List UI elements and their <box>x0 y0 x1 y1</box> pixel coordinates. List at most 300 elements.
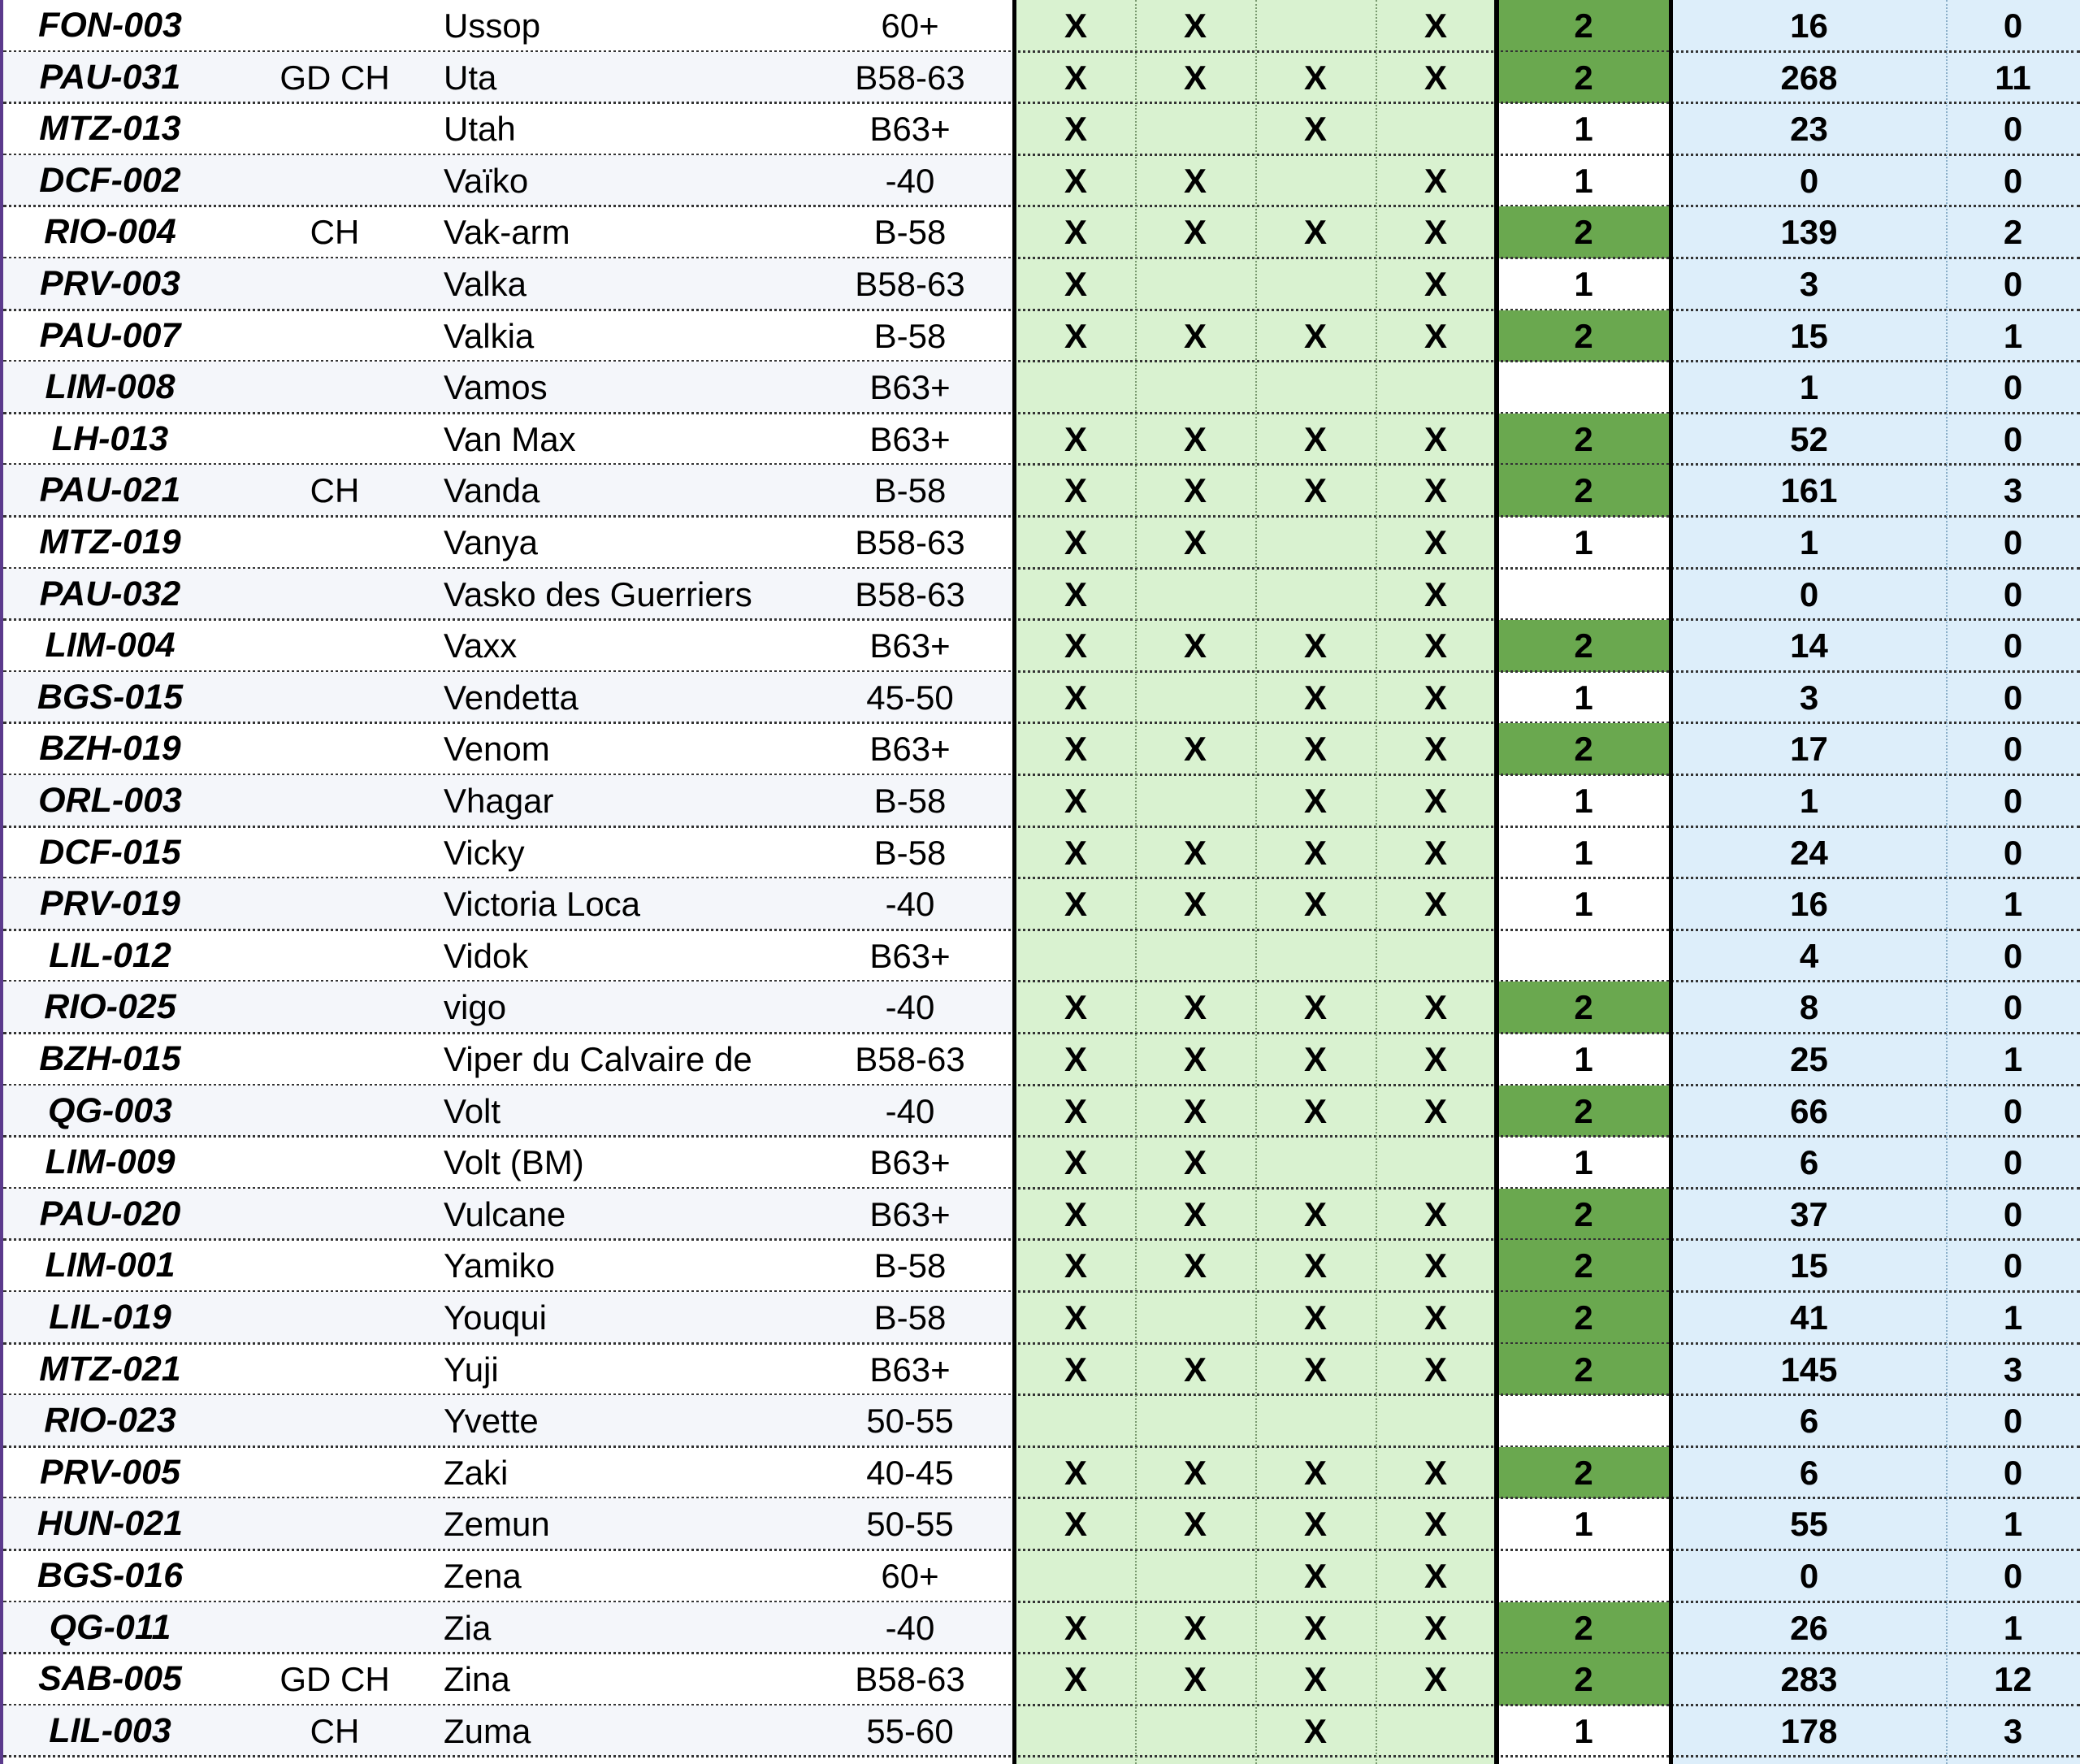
count-cell-1[interactable]: 14 <box>1790 626 1828 665</box>
dog-category[interactable]: -40 <box>885 885 935 924</box>
count-cell-2[interactable]: 0 <box>2003 678 2023 717</box>
dog-name[interactable]: Zia <box>444 1608 492 1647</box>
dog-name[interactable]: Uta <box>444 58 497 97</box>
check-cell-1[interactable]: X <box>1064 471 1087 510</box>
count-cell-1[interactable]: 15 <box>1790 316 1828 355</box>
count-cell-2[interactable]: 0 <box>2003 1246 2023 1285</box>
dog-title[interactable]: CH <box>310 213 360 252</box>
score-cell[interactable]: 2 <box>1498 1447 1669 1499</box>
check-cell-4[interactable]: X <box>1424 574 1447 613</box>
count-cell-2[interactable]: 0 <box>2003 523 2023 561</box>
dog-category[interactable]: B63+ <box>869 110 951 149</box>
dog-code[interactable]: DCF-015 <box>39 832 181 872</box>
dog-category[interactable]: B-58 <box>873 213 947 252</box>
check-cell-1[interactable]: X <box>1064 782 1087 820</box>
dog-title[interactable] <box>213 1395 457 1447</box>
score-cell[interactable]: 1 <box>1574 678 1593 717</box>
check-cell-2[interactable]: X <box>1183 471 1207 510</box>
check-cell-1[interactable] <box>1016 1550 1136 1602</box>
dog-name[interactable]: Viper du Calvaire de <box>444 1040 752 1078</box>
count-cell-1[interactable]: 37 <box>1790 1194 1828 1233</box>
dog-name[interactable]: Valkia <box>444 316 535 355</box>
check-cell-3[interactable]: X <box>1303 1660 1327 1699</box>
check-cell-2[interactable]: X <box>1183 316 1207 355</box>
check-cell-4[interactable] <box>1376 103 1496 155</box>
check-cell-4[interactable]: X <box>1424 1040 1447 1078</box>
dog-category[interactable]: B63+ <box>869 1143 951 1182</box>
count-cell-1[interactable]: 41 <box>1790 1298 1828 1337</box>
dog-name[interactable]: Yamiko <box>444 1246 555 1285</box>
dog-title[interactable] <box>213 258 457 310</box>
check-cell-4[interactable]: X <box>1424 58 1447 97</box>
check-cell-3[interactable]: X <box>1303 1298 1327 1337</box>
check-cell-2[interactable]: X <box>1183 1040 1207 1078</box>
dog-category[interactable]: B58-63 <box>855 523 965 561</box>
dog-code[interactable]: PAU-032 <box>39 574 181 613</box>
count-cell-1[interactable]: 6 <box>1799 1453 1819 1492</box>
check-cell-2[interactable]: X <box>1183 1453 1207 1492</box>
score-cell[interactable] <box>1498 569 1669 621</box>
score-cell[interactable]: 1 <box>1574 265 1593 303</box>
dog-category[interactable]: B63+ <box>869 1350 951 1389</box>
count-cell-2[interactable]: 1 <box>2003 1505 2023 1544</box>
check-cell-2[interactable]: X <box>1183 1608 1207 1647</box>
count-cell-2[interactable]: 1 <box>2003 1608 2023 1647</box>
check-cell-1[interactable]: X <box>1064 523 1087 561</box>
dog-code[interactable]: LIM-008 <box>45 367 176 407</box>
check-cell-2[interactable] <box>1135 1550 1255 1602</box>
check-cell-1[interactable]: X <box>1064 1608 1087 1647</box>
check-cell-2[interactable] <box>1135 1292 1255 1344</box>
count-cell-1[interactable]: 1 <box>1799 523 1819 561</box>
dog-category[interactable]: B63+ <box>869 730 951 769</box>
score-cell[interactable]: 1 <box>1574 833 1593 872</box>
dog-title[interactable]: GD CH <box>280 1660 390 1699</box>
dog-title[interactable] <box>213 310 457 362</box>
dog-code[interactable]: LIL-012 <box>49 935 171 975</box>
check-cell-1[interactable]: X <box>1064 1194 1087 1233</box>
dog-title[interactable] <box>213 827 457 879</box>
dog-name[interactable]: Yvette <box>444 1402 539 1441</box>
check-cell-1[interactable]: X <box>1064 574 1087 613</box>
check-cell-4[interactable]: X <box>1424 1350 1447 1389</box>
dog-code[interactable]: PAU-007 <box>39 315 181 355</box>
dog-name[interactable]: Vaïko <box>444 161 529 200</box>
dog-title[interactable]: GD CH <box>280 58 390 97</box>
dog-name[interactable]: Vamos <box>444 368 548 407</box>
dog-title[interactable] <box>213 672 457 724</box>
dog-code[interactable]: QG-011 <box>49 1607 171 1647</box>
dog-name[interactable]: Zaki <box>444 1453 509 1492</box>
dog-title[interactable] <box>213 569 457 621</box>
dog-name[interactable]: Vhagar <box>444 782 554 820</box>
check-cell-3[interactable]: X <box>1303 782 1327 820</box>
check-cell-1[interactable]: X <box>1064 7 1087 45</box>
dog-category[interactable]: B-58 <box>873 471 947 510</box>
dog-name[interactable]: Utah <box>444 110 516 149</box>
dog-category[interactable]: B-58 <box>873 833 947 872</box>
count-cell-2[interactable]: 3 <box>2003 471 2023 510</box>
check-cell-2[interactable] <box>1135 672 1255 724</box>
dog-category[interactable]: 60+ <box>881 1557 939 1595</box>
score-cell[interactable]: 2 <box>1498 1240 1669 1292</box>
dog-title[interactable] <box>213 982 457 1034</box>
dog-title[interactable] <box>213 362 457 414</box>
count-cell-2[interactable]: 0 <box>2003 626 2023 665</box>
check-cell-1[interactable]: X <box>1064 316 1087 355</box>
dog-title[interactable] <box>213 517 457 569</box>
count-cell-1[interactable]: 0 <box>1799 574 1819 613</box>
dog-category[interactable]: -40 <box>885 988 935 1027</box>
check-cell-1[interactable]: X <box>1064 1298 1087 1337</box>
check-cell-4[interactable]: X <box>1424 678 1447 717</box>
score-cell[interactable]: 2 <box>1498 310 1669 362</box>
dog-name[interactable]: Vidok <box>444 936 529 975</box>
score-cell[interactable]: 2 <box>1498 620 1669 672</box>
check-cell-4[interactable]: X <box>1424 1091 1447 1130</box>
dog-title[interactable] <box>213 1550 457 1602</box>
dog-name[interactable]: Vaxx <box>444 626 518 665</box>
check-cell-4[interactable] <box>1376 1395 1496 1447</box>
dog-code[interactable]: LIM-004 <box>45 626 176 665</box>
check-cell-4[interactable]: X <box>1424 316 1447 355</box>
score-cell[interactable]: 1 <box>1574 523 1593 561</box>
dog-code[interactable]: PAU-020 <box>39 1194 181 1233</box>
dog-name[interactable]: Yuji <box>444 1350 499 1389</box>
check-cell-2[interactable] <box>1135 930 1255 982</box>
check-cell-4[interactable]: X <box>1424 833 1447 872</box>
dog-name[interactable]: Zina <box>444 1660 510 1699</box>
dog-category[interactable]: B63+ <box>869 626 951 665</box>
check-cell-3[interactable] <box>1255 362 1376 414</box>
dog-code[interactable]: PRV-019 <box>40 884 180 924</box>
check-cell-3[interactable]: X <box>1303 833 1327 872</box>
dog-name[interactable]: vigo <box>444 988 507 1027</box>
count-cell-2[interactable]: 0 <box>2003 1194 2023 1233</box>
dog-name[interactable]: Vendetta <box>444 678 578 717</box>
check-cell-4[interactable]: X <box>1424 1660 1447 1699</box>
check-cell-3[interactable] <box>1255 1137 1376 1189</box>
score-cell[interactable]: 2 <box>1498 52 1669 104</box>
check-cell-4[interactable]: X <box>1424 471 1447 510</box>
dog-code[interactable]: FON-003 <box>38 6 182 45</box>
score-cell[interactable]: 2 <box>1498 465 1669 517</box>
count-cell-1[interactable]: 3 <box>1799 678 1819 717</box>
score-cell[interactable]: 2 <box>1498 723 1669 775</box>
dog-category[interactable]: 50-55 <box>866 1402 954 1441</box>
count-cell-2[interactable]: 0 <box>2003 782 2023 820</box>
dog-name[interactable]: Victoria Loca <box>444 885 641 924</box>
dog-name[interactable]: Vicky <box>444 833 525 872</box>
count-cell-2[interactable]: 0 <box>2003 936 2023 975</box>
count-cell-2[interactable]: 12 <box>1994 1660 2032 1699</box>
dog-code[interactable]: DCF-002 <box>39 160 181 200</box>
check-cell-1[interactable]: X <box>1064 1246 1087 1285</box>
check-cell-2[interactable]: X <box>1183 730 1207 769</box>
count-cell-1[interactable]: 16 <box>1790 7 1828 45</box>
count-cell-1[interactable]: 26 <box>1790 1608 1828 1647</box>
check-cell-2[interactable]: X <box>1183 988 1207 1027</box>
check-cell-3[interactable] <box>1255 517 1376 569</box>
dog-category[interactable]: B58-63 <box>855 574 965 613</box>
check-cell-3[interactable]: X <box>1303 419 1327 458</box>
check-cell-3[interactable]: X <box>1303 626 1327 665</box>
count-cell-1[interactable]: 1 <box>1799 368 1819 407</box>
count-cell-2[interactable]: 0 <box>2003 368 2023 407</box>
dog-code[interactable]: RIO-023 <box>44 1401 176 1441</box>
dog-category[interactable]: B63+ <box>869 368 951 407</box>
check-cell-2[interactable] <box>1135 103 1255 155</box>
check-cell-4[interactable]: X <box>1424 1298 1447 1337</box>
dog-category[interactable]: 55-60 <box>866 1711 954 1750</box>
dog-code[interactable]: BGS-015 <box>37 677 184 717</box>
dog-title[interactable] <box>213 620 457 672</box>
check-cell-1[interactable]: X <box>1064 678 1087 717</box>
count-cell-2[interactable]: 1 <box>2003 885 2023 924</box>
check-cell-1[interactable]: X <box>1064 213 1087 252</box>
check-cell-1[interactable]: X <box>1064 1453 1087 1492</box>
check-cell-3[interactable]: X <box>1303 885 1327 924</box>
check-cell-4[interactable]: X <box>1424 988 1447 1027</box>
dog-title[interactable] <box>213 1034 457 1086</box>
dog-title[interactable] <box>213 1086 457 1138</box>
count-cell-1[interactable]: 6 <box>1799 1402 1819 1441</box>
dog-category[interactable]: 60+ <box>881 7 939 45</box>
dog-title[interactable] <box>213 1189 457 1241</box>
count-cell-2[interactable]: 1 <box>2003 316 2023 355</box>
dog-code[interactable]: BGS-016 <box>37 1556 184 1595</box>
check-cell-1[interactable] <box>1016 1705 1136 1757</box>
dog-title[interactable] <box>213 155 457 207</box>
dog-code[interactable]: SAB-005 <box>38 1659 182 1699</box>
dog-name[interactable]: Volt <box>444 1091 501 1130</box>
dog-name[interactable]: Zuma <box>444 1711 531 1750</box>
check-cell-3[interactable]: X <box>1303 1453 1327 1492</box>
count-cell-1[interactable]: 178 <box>1780 1711 1838 1750</box>
dog-name[interactable]: Vanda <box>444 471 540 510</box>
score-cell[interactable]: 1 <box>1574 1143 1593 1182</box>
dog-name[interactable]: Vulcane <box>444 1194 566 1233</box>
dog-title[interactable] <box>213 1602 457 1654</box>
check-cell-1[interactable]: X <box>1064 885 1087 924</box>
dog-title[interactable] <box>213 930 457 982</box>
dog-category[interactable]: B63+ <box>869 419 951 458</box>
check-cell-4[interactable]: X <box>1424 1194 1447 1233</box>
count-cell-1[interactable]: 25 <box>1790 1040 1828 1078</box>
dog-code[interactable]: MTZ-013 <box>39 109 181 149</box>
dog-category[interactable]: B-58 <box>873 782 947 820</box>
dog-name[interactable]: Zena <box>444 1557 522 1595</box>
check-cell-3[interactable] <box>1255 1395 1376 1447</box>
check-cell-1[interactable]: X <box>1064 161 1087 200</box>
check-cell-1[interactable]: X <box>1064 626 1087 665</box>
score-cell[interactable]: 2 <box>1498 1086 1669 1138</box>
dog-code[interactable]: PAU-021 <box>39 470 181 510</box>
dog-code[interactable]: HUN-021 <box>37 1504 184 1544</box>
count-cell-2[interactable]: 0 <box>2003 419 2023 458</box>
check-cell-3[interactable]: X <box>1303 213 1327 252</box>
count-cell-1[interactable]: 17 <box>1790 730 1828 769</box>
count-cell-2[interactable]: 0 <box>2003 574 2023 613</box>
dog-code[interactable]: MTZ-019 <box>39 522 181 561</box>
dog-title[interactable] <box>213 1137 457 1189</box>
dog-title[interactable]: CH <box>310 1711 360 1750</box>
count-cell-2[interactable]: 0 <box>2003 1453 2023 1492</box>
dog-category[interactable]: B58-63 <box>855 58 965 97</box>
check-cell-1[interactable]: X <box>1064 1350 1087 1389</box>
check-cell-2[interactable] <box>1135 258 1255 310</box>
count-cell-2[interactable]: 0 <box>2003 1402 2023 1441</box>
check-cell-4[interactable]: X <box>1424 161 1447 200</box>
count-cell-1[interactable]: 52 <box>1790 419 1828 458</box>
score-cell[interactable] <box>1498 1395 1669 1447</box>
dog-category[interactable]: B-58 <box>873 1298 947 1337</box>
check-cell-4[interactable]: X <box>1424 419 1447 458</box>
check-cell-2[interactable]: X <box>1183 58 1207 97</box>
score-cell[interactable] <box>1498 1550 1669 1602</box>
score-cell[interactable]: 2 <box>1498 414 1669 466</box>
check-cell-2[interactable]: X <box>1183 833 1207 872</box>
check-cell-3[interactable]: X <box>1303 58 1327 97</box>
check-cell-4[interactable]: X <box>1424 1505 1447 1544</box>
check-cell-3[interactable]: X <box>1303 1505 1327 1544</box>
check-cell-4[interactable]: X <box>1424 523 1447 561</box>
count-cell-1[interactable]: 24 <box>1790 833 1828 872</box>
dog-code[interactable]: LIL-019 <box>49 1298 171 1337</box>
dog-name[interactable]: Volt (BM) <box>444 1143 584 1182</box>
count-cell-1[interactable]: 55 <box>1790 1505 1828 1544</box>
count-cell-2[interactable]: 11 <box>1995 58 2031 97</box>
check-cell-3[interactable] <box>1255 569 1376 621</box>
score-cell[interactable]: 1 <box>1574 782 1593 820</box>
dog-name[interactable]: Venom <box>444 730 550 769</box>
check-cell-4[interactable] <box>1376 1137 1496 1189</box>
count-cell-1[interactable]: 15 <box>1790 1246 1828 1285</box>
count-cell-2[interactable]: 0 <box>2003 1091 2023 1130</box>
score-cell[interactable]: 2 <box>1498 1189 1669 1241</box>
count-cell-1[interactable]: 0 <box>1799 161 1819 200</box>
dog-code[interactable]: LIL-003 <box>49 1710 171 1750</box>
check-cell-3[interactable]: X <box>1303 471 1327 510</box>
dog-code[interactable]: LH-013 <box>51 418 169 458</box>
score-cell[interactable]: 2 <box>1498 0 1669 52</box>
count-cell-1[interactable]: 0 <box>1799 1557 1819 1595</box>
dog-title[interactable] <box>213 1447 457 1499</box>
check-cell-1[interactable] <box>1016 362 1136 414</box>
dog-title[interactable] <box>213 723 457 775</box>
dog-title[interactable] <box>213 1240 457 1292</box>
check-cell-4[interactable]: X <box>1424 265 1447 303</box>
dog-title[interactable] <box>213 1498 457 1550</box>
score-cell[interactable]: 2 <box>1498 1602 1669 1654</box>
dog-category[interactable]: B58-63 <box>855 1660 965 1699</box>
dog-title[interactable] <box>213 878 457 930</box>
dog-category[interactable]: -40 <box>885 1091 935 1130</box>
check-cell-3[interactable]: X <box>1303 1608 1327 1647</box>
count-cell-2[interactable]: 0 <box>2003 1143 2023 1182</box>
count-cell-2[interactable]: 0 <box>2003 161 2023 200</box>
check-cell-3[interactable]: X <box>1303 1557 1327 1595</box>
check-cell-2[interactable]: X <box>1183 213 1207 252</box>
check-cell-4[interactable]: X <box>1424 626 1447 665</box>
count-cell-2[interactable]: 0 <box>2003 265 2023 303</box>
check-cell-3[interactable]: X <box>1303 1091 1327 1130</box>
dog-category[interactable]: -40 <box>885 161 935 200</box>
check-cell-4[interactable]: X <box>1424 1557 1447 1595</box>
count-cell-2[interactable]: 2 <box>2003 213 2023 252</box>
count-cell-1[interactable]: 4 <box>1799 936 1819 975</box>
score-cell[interactable] <box>1498 930 1669 982</box>
dog-code[interactable]: MTZ-021 <box>39 1349 181 1389</box>
dog-category[interactable]: B-58 <box>873 1246 947 1285</box>
check-cell-1[interactable]: X <box>1064 265 1087 303</box>
check-cell-4[interactable]: X <box>1424 1246 1447 1285</box>
check-cell-1[interactable]: X <box>1064 1091 1087 1130</box>
count-cell-2[interactable]: 0 <box>2003 988 2023 1027</box>
dog-name[interactable]: Vasko des Guerriers <box>444 574 752 613</box>
check-cell-3[interactable]: X <box>1303 1350 1327 1389</box>
check-cell-1[interactable] <box>1016 1395 1136 1447</box>
count-cell-2[interactable]: 0 <box>2003 7 2023 45</box>
count-cell-1[interactable]: 145 <box>1780 1350 1838 1389</box>
count-cell-1[interactable]: 8 <box>1799 988 1819 1027</box>
score-cell[interactable] <box>1498 362 1669 414</box>
score-cell[interactable]: 1 <box>1574 1040 1593 1078</box>
check-cell-2[interactable]: X <box>1183 1660 1207 1699</box>
dog-name[interactable]: Van Max <box>444 419 576 458</box>
check-cell-3[interactable]: X <box>1303 730 1327 769</box>
score-cell[interactable]: 1 <box>1574 885 1593 924</box>
check-cell-2[interactable]: X <box>1183 7 1207 45</box>
check-cell-2[interactable] <box>1135 569 1255 621</box>
count-cell-1[interactable]: 3 <box>1799 265 1819 303</box>
count-cell-1[interactable]: 1 <box>1799 782 1819 820</box>
check-cell-4[interactable]: X <box>1424 1453 1447 1492</box>
check-cell-3[interactable] <box>1255 155 1376 207</box>
check-cell-2[interactable]: X <box>1183 419 1207 458</box>
dog-category[interactable]: B63+ <box>869 1194 951 1233</box>
check-cell-3[interactable]: X <box>1303 1711 1327 1750</box>
check-cell-4[interactable] <box>1376 1705 1496 1757</box>
count-cell-1[interactable]: 6 <box>1799 1143 1819 1182</box>
check-cell-2[interactable] <box>1135 1395 1255 1447</box>
dog-code[interactable]: LIM-001 <box>45 1246 176 1285</box>
count-cell-2[interactable]: 0 <box>2003 110 2023 149</box>
dog-name[interactable]: Youqui <box>444 1298 547 1337</box>
dog-category[interactable]: B-58 <box>873 316 947 355</box>
dog-category[interactable]: 50-55 <box>866 1505 954 1544</box>
check-cell-1[interactable]: X <box>1064 58 1087 97</box>
dog-code[interactable]: BZH-019 <box>39 729 181 769</box>
dog-title[interactable] <box>213 0 457 52</box>
check-cell-2[interactable]: X <box>1183 1143 1207 1182</box>
check-cell-2[interactable] <box>1135 1705 1255 1757</box>
dog-name[interactable]: Vanya <box>444 523 538 561</box>
dog-code[interactable]: ORL-003 <box>38 781 182 820</box>
check-cell-4[interactable]: X <box>1424 1608 1447 1647</box>
dog-category[interactable]: B58-63 <box>855 1040 965 1078</box>
check-cell-2[interactable]: X <box>1183 1505 1207 1544</box>
check-cell-4[interactable]: X <box>1424 213 1447 252</box>
check-cell-3[interactable]: X <box>1303 1194 1327 1233</box>
check-cell-2[interactable] <box>1135 362 1255 414</box>
check-cell-2[interactable]: X <box>1183 1350 1207 1389</box>
dog-code[interactable]: QG-003 <box>48 1090 172 1130</box>
check-cell-3[interactable]: X <box>1303 988 1327 1027</box>
score-cell[interactable]: 2 <box>1498 982 1669 1034</box>
check-cell-4[interactable]: X <box>1424 782 1447 820</box>
dog-title[interactable] <box>213 1344 457 1396</box>
